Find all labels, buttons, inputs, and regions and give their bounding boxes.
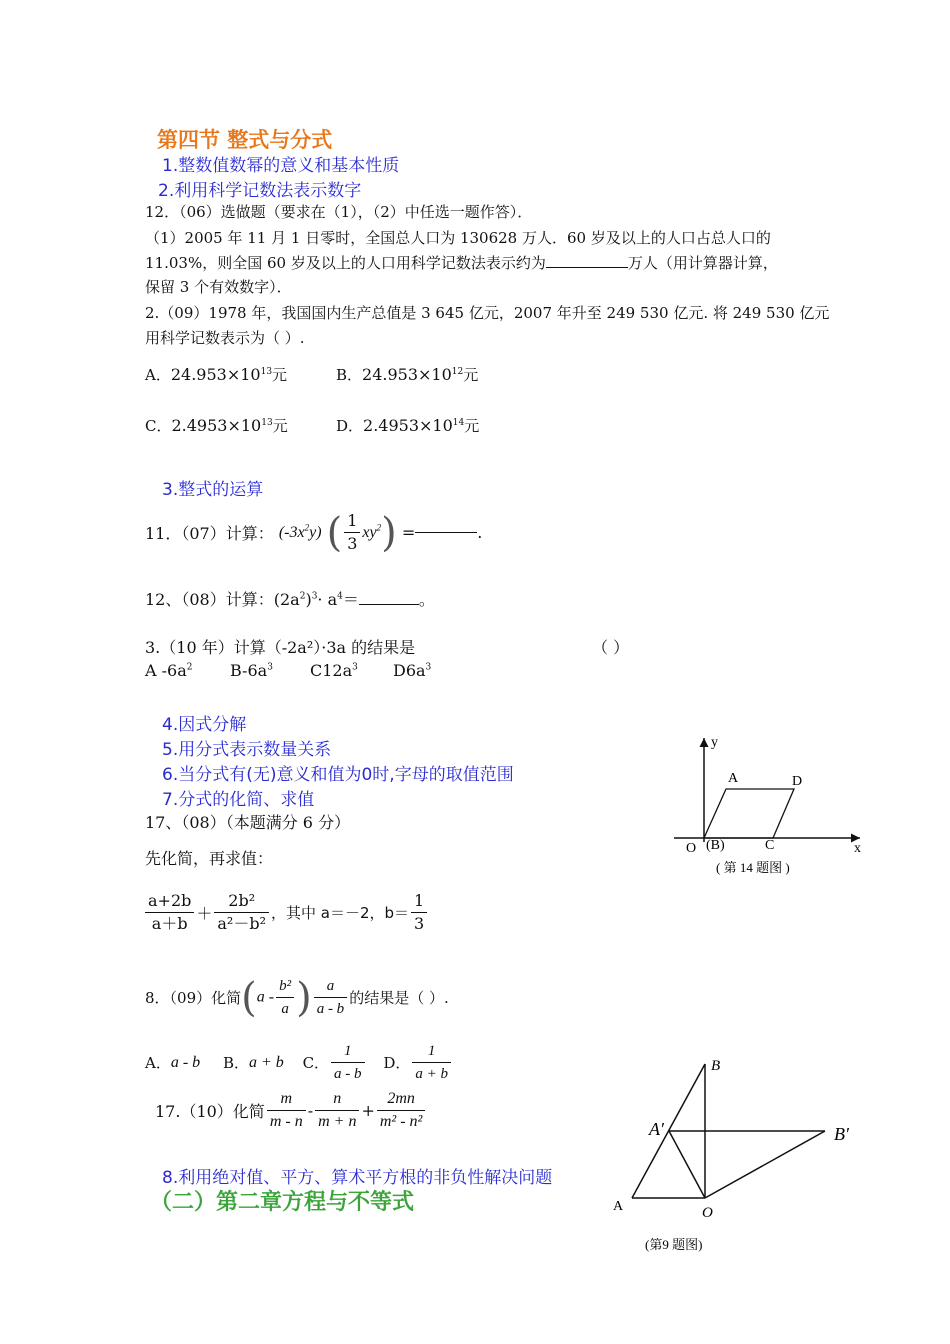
q11-label: 11．（07）计算： [145,524,274,543]
q3-10-option-a: A $-6a^2$ [145,661,193,680]
label-b: B [711,1058,721,1074]
topic-7: 7.分式的化简、求值 [162,790,315,810]
fraction-2mn: $\frac{2mn}{\text{m² - n²}}$ [377,1088,425,1133]
q8-09-options: A．a - b B．a + b C． $\frac{1}{a - b}$ D． $\frac{1}{a + b}$ [145,1040,453,1085]
topic-2: 2.利用科学记数法表示数字 [158,181,362,201]
label-b: (B) [706,838,725,853]
q8-09: 8．（09）化简(a - $\frac{\text{b²}}{a}$ ) $\frac{a}{a - b}$ 的结果是（ ）. [145,974,449,1021]
label-o: O [686,841,697,856]
q17-08-expression: $\frac{a+2b}{a+b}$ ＋ $\frac{\text{2b²}}{\text{a²－b²}}$ ，其中 a＝－2，b＝ $\frac{1}{3}$ [143,890,429,935]
parallelogram [704,789,794,838]
label-a-prime: A′ [649,1119,664,1139]
option-d-fraction: $\frac{1}{a + b}$ [412,1040,451,1085]
topic-1: 1.整数值数幂的意义和基本性质 [162,156,400,176]
label-y: y [711,735,718,750]
topic-4: 4.因式分解 [162,715,247,735]
segment-a-prime-o [669,1131,705,1198]
q11-expr: $(-3x^2y)$ [278,522,322,541]
right-paren: ) [296,974,312,1021]
option-c-fraction: $\frac{1}{a - b}$ [331,1040,365,1085]
q2-09-option-a: A．$24.953\times 10^{13}$元 [145,365,288,384]
right-paren: ) [381,509,397,556]
q3-10-option-b: $B-6a^3$ [230,661,273,680]
q12-06-line3-b: 万人（用计算器计算， [627,254,778,272]
section-title: 第四节 整式与分式 [157,128,333,152]
topic-3: 3.整式的运算 [162,480,264,500]
fraction-1: $\frac{a+2b}{a+b}$ [145,890,194,935]
q12-08: 12、（08）计算：$(2a^2)^3\cdot a^4=$ 。 [145,590,435,609]
q2-09-option-b: B．$24.953\times 10^{12}$元 [336,365,479,384]
topic-5: 5.用分式表示数量关系 [162,740,332,760]
label-b-prime: B′ [834,1124,849,1144]
label-c: C [765,838,775,853]
q12-06-line1: 12．（06）选做题（要求在（1），（2）中任选一题作答）． [145,203,533,221]
answer-blank [415,532,477,533]
q2-09-line2: 用科学记数表示为（ ）. [145,329,305,347]
q17-08-line2: 先化简，再求值： [145,849,274,868]
q11-fraction: $\frac{1}{3}$ [344,510,360,555]
answer-blank [359,604,419,605]
topic-6: 6.当分式有(无)意义和值为0时,字母的取值范围 [162,765,514,785]
chapter-title: （二）第二章方程与不等式 [150,1190,415,1215]
fraction-b2-over-a: $\frac{\text{b²}}{a}$ [276,975,294,1020]
figure-9 [605,1050,875,1260]
fraction-a-over-a-minus-b: $\frac{a}{a - b}$ [314,975,348,1020]
q17-10: 17.（10）化简 $\frac{m}{m - n}$ - $\frac{n}{m + n}$ + $\frac{2mn}{\text{m² - n²}}$ [155,1088,427,1133]
fraction-3: $\frac{1}{3}$ [411,890,427,935]
q2-09-option-c: C．$2.4953\times 10^{13}$元 [145,416,288,435]
q17-08-line1: 17、（08）（本题满分 6 分） [145,813,351,832]
q2-09-line1: 2.（09）1978 年，我国国内生产总值是 3 645 亿元，2007 年升至 249 530 亿元. 将 249 530 亿元 [145,304,830,322]
q2-09-option-d: D．$2.4953\times 10^{14}$元 [336,416,480,435]
figure-9-caption: (第9 题图) [645,1237,703,1252]
q3-10-line1: 3.（10 年）计算（-2a²）·3a 的结果是 [145,638,416,657]
answer-blank [546,267,628,268]
left-paren: ( [326,509,343,556]
topic-8: 8.利用绝对值、平方、算术平方根的非负性解决问题 [162,1168,553,1188]
q3-10-paren: （ ） [592,638,630,657]
q12-06-line3 [145,252,778,273]
q12-06-line2: （1）2005 年 11 月 1 日零时，全国总人口为 130628 万人．60 岁及以上的人口占总人口的 [145,229,771,247]
q11-07: 11．（07）计算： $(-3x^2y)$ ( $\frac{1}{3}$ $xy^2$) = . [145,509,483,556]
label-a: A [728,771,739,786]
segment-o-b-prime [705,1131,825,1198]
figure-14-caption: ( 第 14 题图 ) [716,860,790,875]
label-d: D [792,774,803,789]
left-paren: ( [241,974,257,1021]
label-o: O [702,1205,713,1221]
fraction-n: $\frac{n}{m + n}$ [315,1088,359,1133]
q3-10-option-d: $D6a^3$ [393,661,432,680]
fraction-m: $\frac{m}{m - n}$ [267,1088,306,1133]
q3-10-option-c: $C12a^3$ [310,661,358,680]
figure-14 [670,730,870,880]
q12-06-line3-a: 11.03%，则全国 60 岁及以上的人口用科学记数法表示约为 [145,254,546,272]
q12-06-line4: 保留 3 个有效数字）． [145,278,292,296]
fraction-2: $\frac{\text{2b²}}{\text{a²－b²}}$ [214,890,269,935]
label-a: A [613,1199,624,1214]
label-x: x [854,841,861,856]
